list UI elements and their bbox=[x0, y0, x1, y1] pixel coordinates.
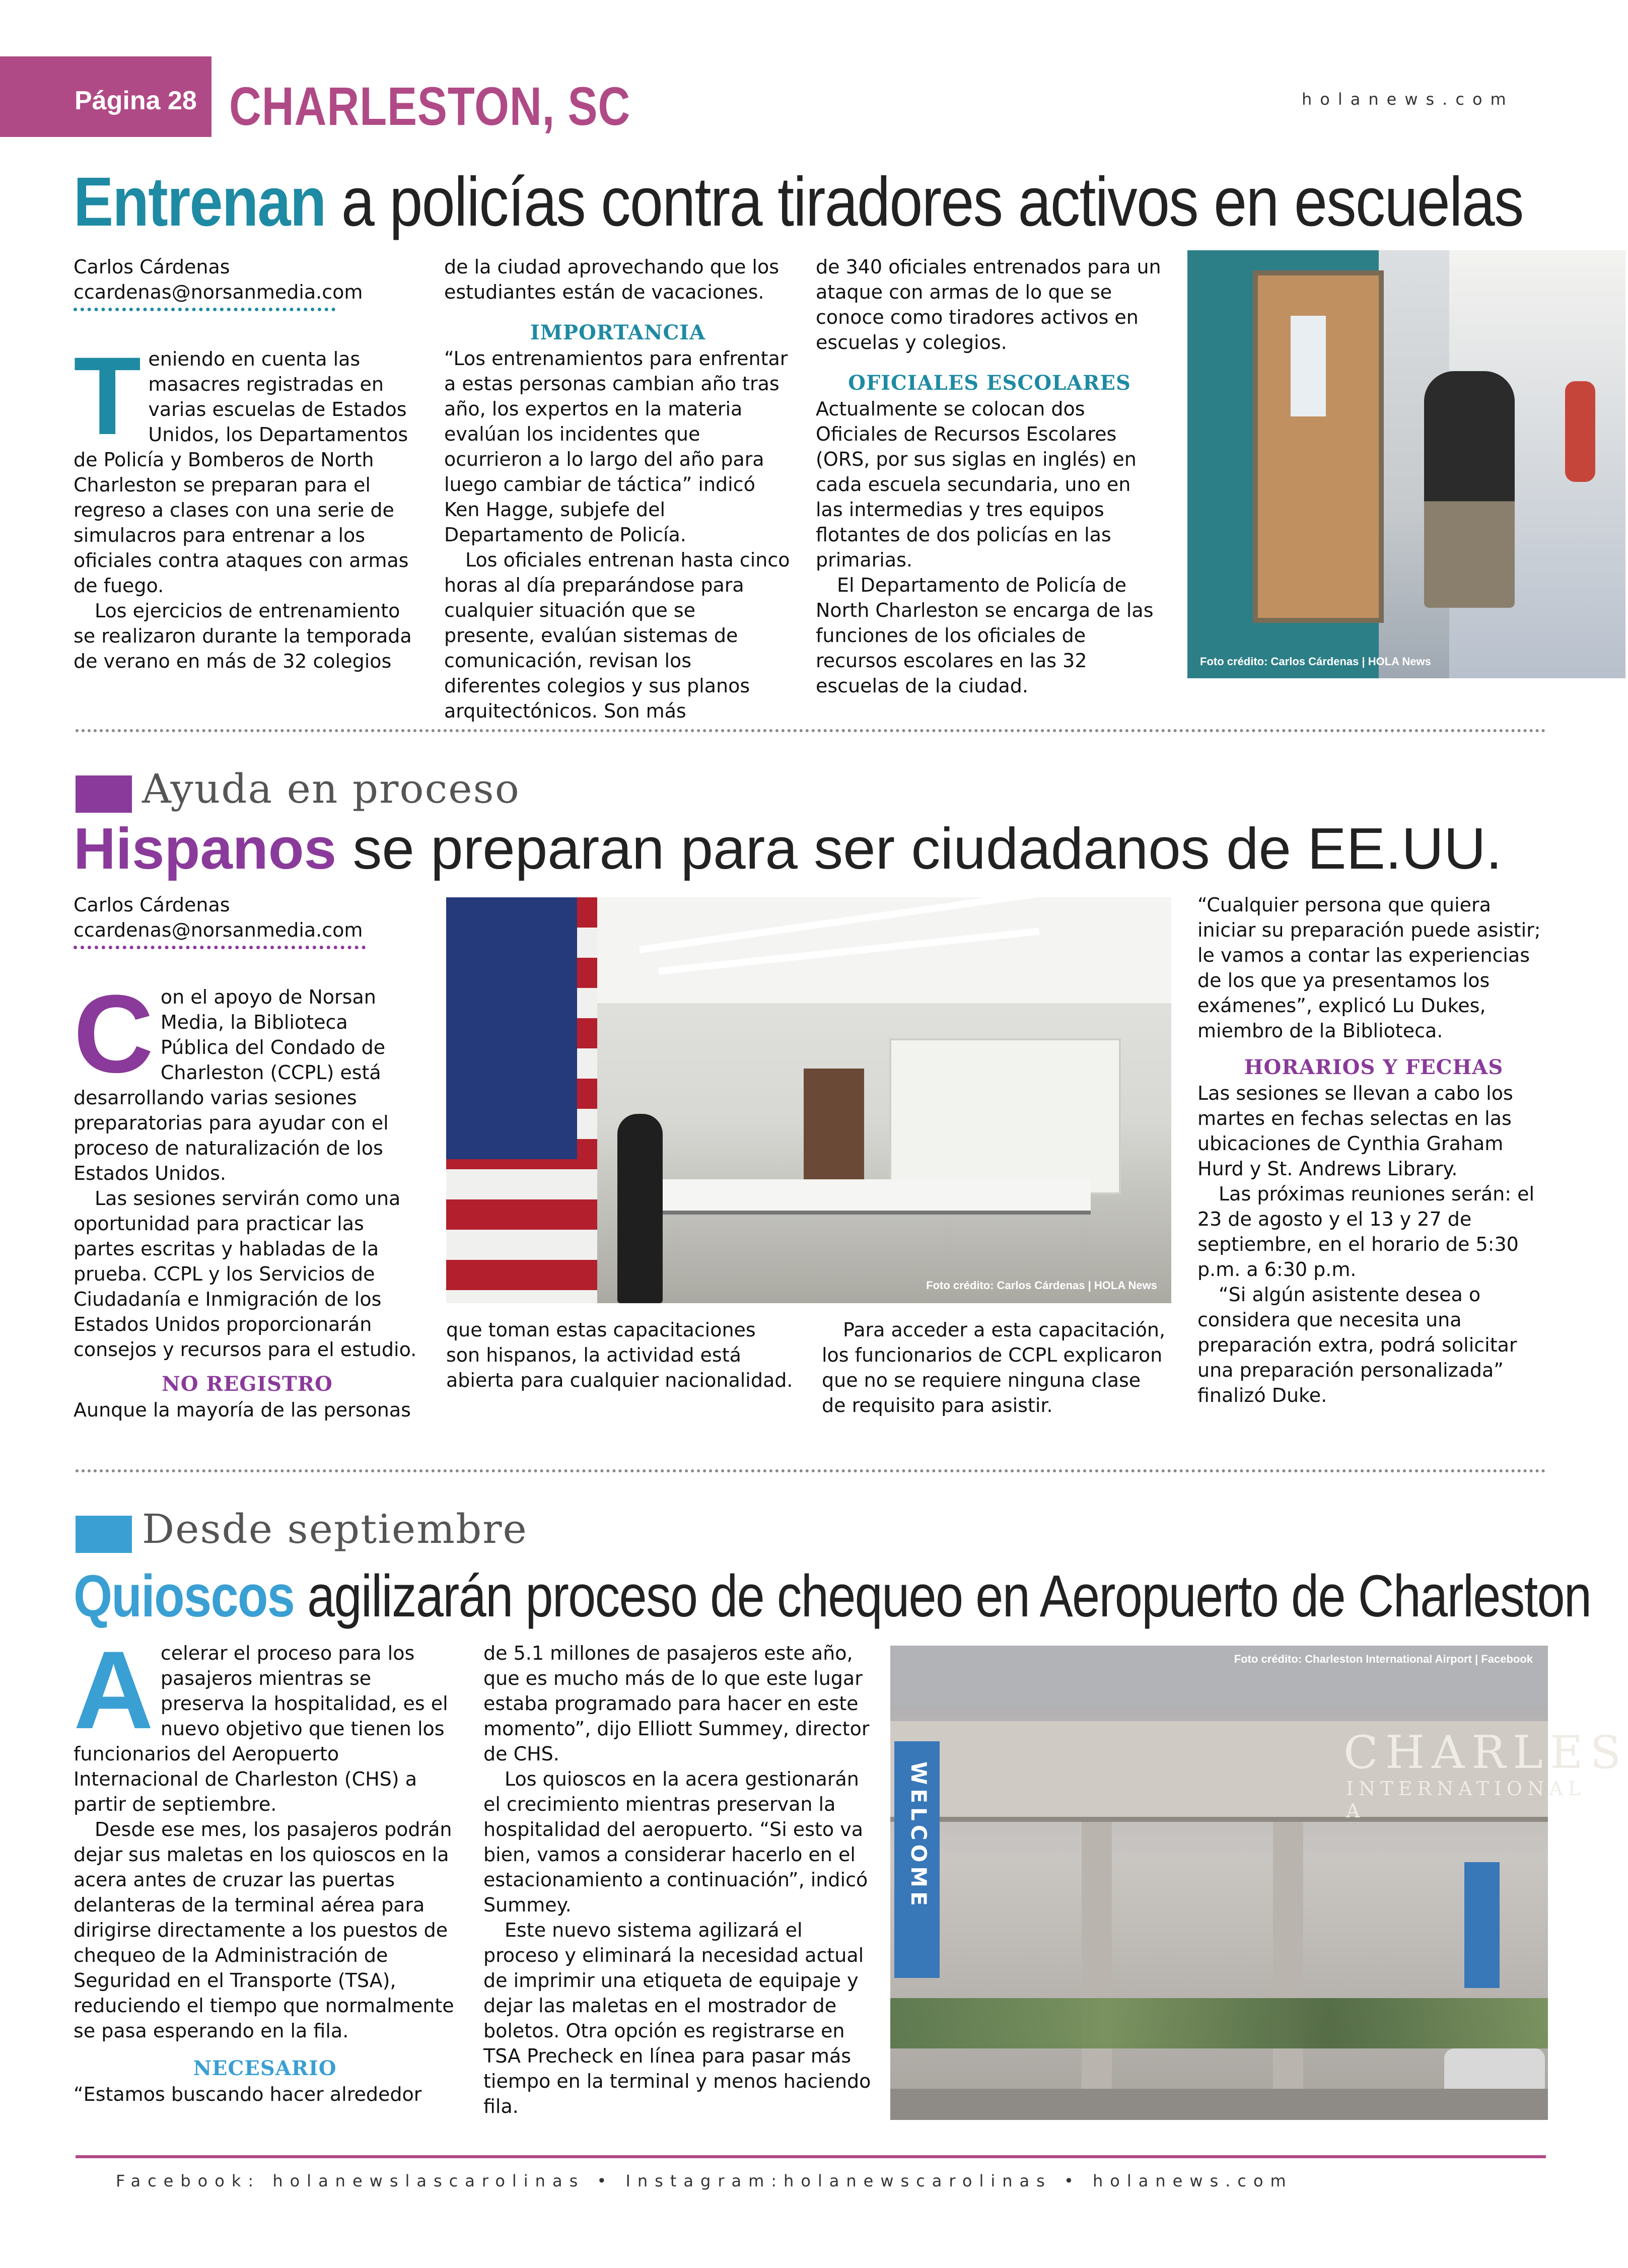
article2-email[interactable]: ccardenas@norsanmedia.com bbox=[74, 919, 363, 941]
article1-para8: El Departamento de Policía de North Charleston se encarga de las funciones de los oficiales de recursos escolares en las 32 escuelas de la ciudad. bbox=[816, 574, 1154, 697]
article2-para7: Las sesiones se llevan a cabo los martes en fechas selectas en las ubicaciones de Cynthia Graham Hurd y St. Andrews Library. bbox=[1197, 1082, 1513, 1180]
article1-headline bbox=[74, 162, 1523, 242]
article3-para4: de 5.1 millones de pasajeros este año, que es mucho más de lo que este lugar estaba programado para hacer en este momento”, dijo Elliott Summey, director de CHS. bbox=[483, 1642, 870, 1765]
article1-col2 bbox=[444, 254, 792, 724]
byline-divider bbox=[74, 946, 366, 949]
article2-para1: Con el apoyo de Norsan Media, la Biblioteca Pública del Condado de Charleston (CCPL) está desarrollando varias sesiones preparatorias para ayudar con el proceso de naturalización de los Estados Unidos. bbox=[74, 972, 389, 1184]
woman bbox=[617, 1114, 663, 1303]
article2-headline bbox=[74, 815, 1502, 882]
article1-headline-lead: Entrenan bbox=[74, 163, 326, 241]
article3-headline-rest: agilizarán proceso de chequeo en Aeropuerto de Charleston bbox=[294, 1563, 1591, 1629]
article3-para1: Acelerar el proceso para los pasajeros mientras se preserva la hospitalidad, es el nuevo objetivo que tienen los funcionarios del Aeropuerto Internacional de Charleston (CHS) a partir de septiembre. bbox=[74, 1628, 448, 1815]
article2-subhead2: HORARIOS Y FECHAS bbox=[1244, 1055, 1504, 1079]
article2-para9: “Si algún asistente desea o considera que necesita una preparación extra, podrá solicitar una preparación personalizada” finalizó Duke. bbox=[1197, 1284, 1517, 1406]
article3-para5: Los quioscos en la acera gestionarán el crecimiento mientras preservan la hospitalidad del aeropuerto. “Si esto va bien, vamos a considerar hacerlo en el estacionamiento a continuación”, indicó Summey. bbox=[483, 1768, 868, 1916]
section-title: CHARLESTON, SC bbox=[229, 76, 631, 136]
article2-col4 bbox=[1197, 892, 1550, 1408]
article1-para1: Teniendo en cuenta las masacres registradas en varias escuelas de Estados Unidos, los Departamentos de Policía y Bomberos de North Charleston se preparan para el regreso a clases con una serie de simulacros para entrenar a los oficiales contra ataques con armas de fuego. bbox=[74, 334, 409, 597]
article1-para2: Los ejercicios de entrenamiento se realizaron durante la temporada de verano en más de 32 colegios bbox=[74, 600, 412, 672]
cabinets bbox=[889, 1038, 1121, 1194]
article1-para6: de 340 oficiales entrenados para un ataque con armas de lo que se conoce como tiradores activos en escuelas y colegios. bbox=[816, 256, 1161, 353]
article3-subhead1: NECESARIO bbox=[193, 2057, 337, 2080]
right-banner bbox=[1464, 1862, 1500, 1988]
article3-headline-lead: Quioscos bbox=[74, 1563, 295, 1629]
trees bbox=[890, 1998, 1548, 2048]
article2-para4: que toman estas capacitaciones son hispanos, la actividad está abierta para cualquier nacionalidad. bbox=[446, 1319, 793, 1391]
article2-headline-lead: Hispanos bbox=[74, 816, 337, 881]
article2-photo bbox=[446, 897, 1171, 1303]
terminal-sign-sub: INTERNATIONAL A bbox=[1346, 1778, 1586, 1822]
article2-kicker: Ayuda en proceso bbox=[142, 765, 520, 812]
article1-photo bbox=[1187, 250, 1625, 678]
section-divider-1 bbox=[76, 729, 1546, 732]
sidewalk bbox=[890, 2089, 1548, 2120]
american-flag bbox=[446, 897, 597, 1303]
article2-headline-rest: se preparan para ser ciudadanos de EE.UU. bbox=[336, 816, 1503, 881]
article2-para5: Para acceder a esta capacitación, los funcionarios de CCPL explicaron que no se requiere ninguna clase de requisito para asistir. bbox=[822, 1319, 1166, 1416]
footer-social[interactable]: Facebook: holanewslascarolinas • Instagram:holanewscarolinas • holanews.com bbox=[116, 2171, 1293, 2190]
officer bbox=[1424, 371, 1515, 608]
article2-col1 bbox=[74, 892, 421, 1423]
terminal-sign: CHARLES bbox=[1343, 1726, 1628, 1779]
article2-col2 bbox=[446, 1317, 794, 1393]
article3-col2 bbox=[483, 1641, 871, 2119]
article2-kicker-box bbox=[76, 775, 132, 813]
article3-dropcap: A bbox=[74, 1628, 154, 1752]
article1-subhead1: IMPORTANCIA bbox=[530, 321, 706, 344]
site-url[interactable]: holanews.com bbox=[1302, 90, 1514, 109]
flag-union bbox=[446, 897, 577, 1159]
article1-headline-rest: a policías contra tiradores activos en escuelas bbox=[325, 163, 1523, 241]
article3-para2: Desde ese mes, los pasajeros podrán dejar sus maletas en los quioscos en la acera antes de cruzar las puertas delanteras de la terminal aérea para dirigirse directamente a los puestos de chequeo de la Administración de Seguridad en el Transporte (TSA), reduciendo el tiempo que normalmente se pasa esperando en la fila. bbox=[74, 1818, 454, 2042]
article1-photo-credit: Foto crédito: Carlos Cárdenas | HOLA News bbox=[1200, 655, 1431, 668]
article2-subhead1: NO REGISTRO bbox=[162, 1372, 333, 1396]
article1-para4: “Los entrenamientos para enfrentar a estas personas cambian año tras año, los expertos en la materia evalúan los incidentes que ocurrieron a lo largo del año para luego cambiar de táctica” indicó Ken Hagge, subjefe del Departamento de Policía. bbox=[444, 347, 788, 546]
article1-author: Carlos Cárdenas bbox=[74, 256, 230, 278]
byline-divider bbox=[74, 308, 335, 311]
article3-para3: “Estamos buscando hacer alrededor bbox=[74, 2083, 422, 2105]
footer-rule bbox=[76, 2155, 1546, 2158]
article1-para5: Los oficiales entrenan hasta cinco horas al día preparándose para cualquier situación que se presente, evalúan sistemas de comunicación, revisan los diferentes colegios y sus planos arquitectónicos. Son más bbox=[444, 549, 790, 722]
article2-photo-credit: Foto crédito: Carlos Cárdenas | HOLA News bbox=[926, 1279, 1157, 1292]
article1-col1 bbox=[74, 254, 421, 674]
article3-kicker: Desde septiembre bbox=[142, 1506, 528, 1552]
article3-photo-credit: Foto crédito: Charleston International Airport | Facebook bbox=[1234, 1653, 1533, 1665]
page-number: Página 28 bbox=[75, 86, 197, 115]
table bbox=[638, 1179, 1091, 1215]
article3-photo bbox=[890, 1646, 1628, 2120]
column bbox=[1082, 1822, 1112, 2104]
article2-para2: Las sesiones servirán como una oportunidad para practicar las partes escritas y habladas de la prueba. CCPL y los Servicios de Ciudadanía e Inmigración de los Estados Unidos proporcionarán consejos y recursos para el estudio. bbox=[74, 1187, 417, 1361]
article2-para8: Las próximas reuniones serán: el 23 de agosto y el 13 y 27 de septiembre, en el horario de 5:30 p.m. a 6:30 p.m. bbox=[1197, 1183, 1535, 1281]
article2-para3: Aunque la mayoría de las personas bbox=[74, 1399, 411, 1421]
bg-person bbox=[1565, 381, 1595, 482]
article1-email[interactable]: ccardenas@norsanmedia.com bbox=[74, 281, 363, 303]
article1-col3 bbox=[816, 254, 1163, 698]
article2-dropcap: C bbox=[74, 972, 154, 1096]
door-window bbox=[1291, 316, 1326, 416]
article2-col3 bbox=[822, 1317, 1169, 1418]
article3-col1 bbox=[74, 1628, 456, 2107]
column bbox=[1273, 1822, 1303, 2104]
article2-para6: “Cualquier persona que quiera iniciar su preparación puede asistir; le vamos a contar las experiencias de los que ya presentamos los exámenes”, explicó Lu Dukes, miembro de la Biblioteca. bbox=[1197, 894, 1541, 1042]
article3-para6: Este nuevo sistema agilizará el proceso y eliminará la necesidad actual de imprimir una etiqueta de equipaje y dejar las maletas en el mostrador de boletos. Otra opción es registrarse en TSA Precheck en línea para pasar más tiempo en la terminal y menos haciendo fila. bbox=[483, 1919, 871, 2117]
article3-kicker-box bbox=[76, 1516, 132, 1553]
article1-subhead2: OFICIALES ESCOLARES bbox=[848, 371, 1131, 395]
article1-dropcap: T bbox=[74, 334, 141, 458]
article3-headline bbox=[74, 1562, 1591, 1631]
welcome-banner-text: WELCOME bbox=[906, 1761, 931, 1910]
article1-para3: de la ciudad aprovechando que los estudiantes están de vacaciones. bbox=[444, 256, 780, 303]
article1-para7: Actualmente se colocan dos Oficiales de Recursos Escolares (ORS, por sus siglas en inglés) en cada escuela secundaria, uno en las intermedias y tres equipos flotantes de dos policías en las primarias. bbox=[816, 398, 1137, 571]
article2-author: Carlos Cárdenas bbox=[74, 894, 230, 916]
section-divider-2 bbox=[76, 1469, 1546, 1472]
